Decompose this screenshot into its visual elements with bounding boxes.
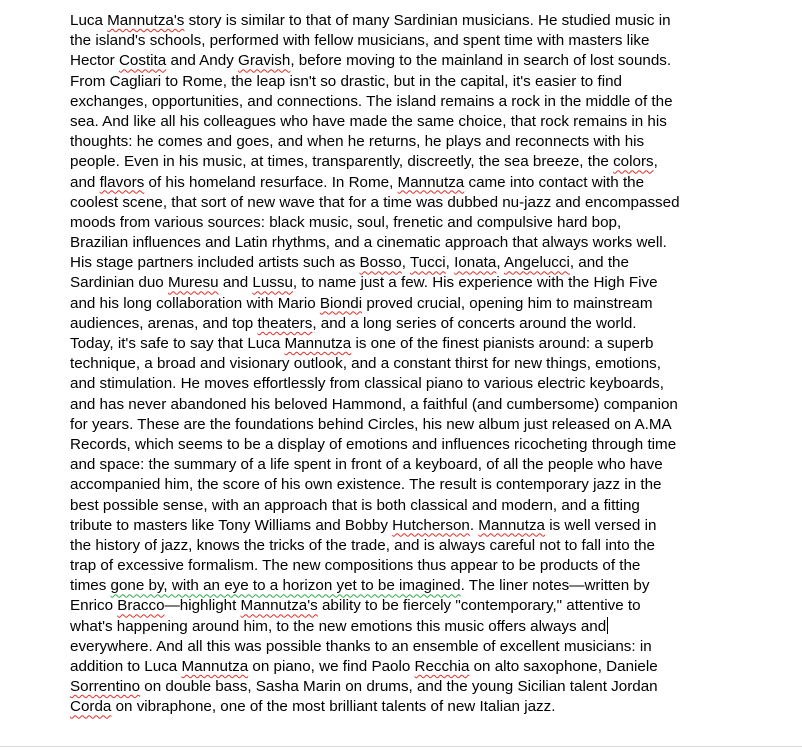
- text-run: times: [70, 577, 111, 595]
- misspelled-word: Mannutza: [478, 516, 545, 534]
- text-run: and his long collaboration with Mario: [70, 294, 320, 312]
- text-run: Sardinian duo: [70, 274, 168, 292]
- misspelled-word: Angelucci: [503, 254, 570, 272]
- text-run: and Andy: [166, 52, 239, 70]
- document-body[interactable]: [70, 11, 750, 718]
- misspelled-word: Gravish: [238, 52, 291, 70]
- text-line[interactable]: [70, 395, 750, 415]
- text-line[interactable]: [70, 92, 750, 112]
- text-line[interactable]: [70, 637, 750, 657]
- text-line[interactable]: [70, 576, 750, 596]
- text-line[interactable]: [70, 31, 750, 51]
- text-run: Records, which seems to be a display of emotions and influences ricocheting through time: [70, 435, 677, 453]
- text-line[interactable]: [70, 556, 750, 576]
- text-line[interactable]: [70, 677, 750, 697]
- text-run: addition to Luca: [70, 658, 182, 675]
- misspelled-word: Lussu: [252, 274, 293, 292]
- text-run: Enrico: [70, 597, 118, 615]
- text-run: ability to be fiercely "contemporary," attentive to: [317, 597, 641, 615]
- text-line[interactable]: [70, 334, 750, 354]
- text-run: . The liner notes—written by: [460, 577, 650, 595]
- text-run: His stage partners included artists such as: [70, 254, 360, 272]
- misspelled-word: Ionata: [454, 254, 497, 272]
- misspelled-word: Mannutza: [397, 173, 465, 191]
- text-line[interactable]: [70, 193, 750, 213]
- misspelled-word: Bosso: [359, 254, 402, 272]
- misspelled-word: Corda: [70, 698, 112, 716]
- text-run: Luca: [70, 12, 108, 29]
- misspelled-word: Recchia: [414, 658, 470, 675]
- text-run: for years. These are the foundations behind Circles, his new album just released on A.MA: [70, 415, 672, 433]
- text-run: trap of excessive formalism. The new compositions thus appear to be products of the: [70, 557, 641, 575]
- text-run: tribute to masters like Tony Williams and Bobby: [70, 516, 393, 534]
- text-run: and has never abandoned his beloved Hammond, a faithful (and cumbersome) companion: [70, 395, 678, 413]
- text-run: , to name just a few. His experience with the High Five: [292, 274, 658, 292]
- text-line[interactable]: [70, 233, 750, 253]
- text-run: coolest scene, that sort of new wave that for a time was dubbed nu-jazz and encompassed: [70, 193, 680, 211]
- text-run: on alto saxophone, Daniele: [469, 658, 658, 675]
- text-run: sea. And like all his colleagues who have made the same choice, that rock remains in his: [70, 112, 667, 130]
- text-line[interactable]: [70, 415, 750, 435]
- text-run: Today, it's safe to say that Luca: [70, 335, 285, 352]
- text-line[interactable]: [70, 475, 750, 495]
- text-line[interactable]: [70, 273, 750, 293]
- text-run: proved crucial, opening him to mainstream: [362, 294, 653, 312]
- text-run: accompanied him, the score of his own existence. The result is contemporary jazz in the: [70, 476, 662, 494]
- text-run: is one of the finest pianists around: a superb: [351, 335, 654, 352]
- text-cursor: [607, 617, 608, 634]
- misspelled-word: colors: [613, 153, 654, 171]
- text-run: technique, a broad and visionary outlook, and a constant thirst for new things, emotions,: [70, 355, 661, 373]
- text-line[interactable]: [70, 516, 750, 536]
- text-run: exchanges, opportunities, and connections. The island remains a rock in the middle of the: [70, 92, 673, 110]
- text-run: ,: [445, 254, 455, 272]
- text-run: , before moving to the mainland in search of lost sounds.: [290, 52, 672, 70]
- text-line[interactable]: [70, 51, 750, 71]
- text-run: —highlight: [164, 597, 241, 615]
- text-run: of his homeland resurface. In Rome,: [144, 173, 398, 191]
- text-run: on double bass, Sasha Marin on drums, and the young Sicilian talent Jordan: [140, 678, 658, 696]
- grammar-flagged-phrase: gone by, with an eye to a horizon yet to be imagined: [110, 577, 461, 595]
- text-line[interactable]: [70, 294, 750, 314]
- text-run: , and the: [569, 254, 629, 272]
- text-line[interactable]: [70, 314, 750, 334]
- misspelled-word: Mannutza: [181, 658, 249, 675]
- misspelled-word: flavors: [99, 173, 145, 191]
- text-run: Brazilian influences and Latin rhythms, and a cinematic approach that always works well.: [70, 234, 667, 252]
- misspelled-word: Muresu: [167, 274, 219, 292]
- text-run: story is similar to that of many Sardinian musicians. He studied music in: [184, 12, 671, 29]
- text-run: on vibraphone, one of the most brilliant talents of new Italian jazz.: [111, 698, 556, 716]
- text-run: the island's schools, performed with fellow musicians, and spent time with masters like: [70, 32, 650, 50]
- text-run: ,: [496, 254, 504, 272]
- text-run: , and a long series of concerts around the world.: [312, 314, 637, 332]
- text-line[interactable]: [70, 617, 750, 637]
- text-line[interactable]: [70, 112, 750, 132]
- text-run: is well versed in: [545, 516, 657, 534]
- text-line[interactable]: [70, 455, 750, 475]
- text-line[interactable]: [70, 213, 750, 233]
- misspelled-word: Mannutza's: [240, 597, 318, 615]
- misspelled-word: Biondi: [319, 294, 363, 312]
- text-run: ,: [401, 254, 410, 272]
- misspelled-word: Mannutza: [284, 335, 352, 352]
- text-line[interactable]: [70, 374, 750, 394]
- misspelled-word: Costita: [118, 52, 167, 70]
- text-run: the history of jazz, knows the tricks of the trade, and is always careful not to fall into the: [70, 536, 656, 554]
- misspelled-word: Hutcherson: [392, 516, 470, 534]
- text-run: thoughts: he comes and goes, and when he returns, he plays and reconnects with his: [70, 133, 645, 151]
- text-line[interactable]: [70, 657, 750, 677]
- misspelled-word: Tucci: [409, 254, 446, 272]
- text-run: and stimulation. He moves effortlessly from classical piano to various electric keyboards,: [70, 375, 664, 393]
- text-run: ,: [653, 153, 658, 171]
- text-run: best possible sense, with an approach that is both classical and modern, and a fitting: [70, 496, 640, 514]
- text-run: what's happening around him, to the new emotions this music offers always and: [70, 617, 607, 635]
- misspelled-word: theaters: [257, 314, 313, 332]
- text-line[interactable]: [70, 72, 750, 92]
- text-run: moods from various sources: black music, soul, frenetic and compulsive hard bop,: [70, 213, 622, 231]
- text-line[interactable]: [70, 536, 750, 556]
- text-run: on piano, we find Paolo: [248, 658, 415, 675]
- text-line[interactable]: [70, 496, 750, 516]
- misspelled-word: Sorrentino: [70, 678, 141, 696]
- text-run: came into contact with the: [464, 173, 645, 191]
- text-line[interactable]: [70, 152, 750, 172]
- text-line[interactable]: [70, 132, 750, 152]
- text-run: and: [70, 173, 100, 191]
- text-line[interactable]: [70, 11, 750, 31]
- page-bottom-divider: [0, 746, 802, 747]
- text-line[interactable]: [70, 173, 750, 193]
- misspelled-word: Bracco: [117, 597, 165, 615]
- text-line[interactable]: [70, 253, 750, 273]
- misspelled-word: Mannutza's: [107, 12, 185, 29]
- text-run: audiences, arenas, and top: [70, 314, 258, 332]
- text-line[interactable]: [70, 435, 750, 455]
- text-run: Hector: [70, 52, 119, 70]
- text-line[interactable]: [70, 596, 750, 616]
- text-line[interactable]: [70, 354, 750, 374]
- text-run: From Cagliari to Rome, the leap isn't so drastic, but in the capital, it's easier to find: [70, 72, 622, 90]
- text-run: and: [218, 274, 253, 292]
- text-line[interactable]: [70, 697, 750, 717]
- text-run: everywhere. And all this was possible thanks to an ensemble of excellent musicians: in: [70, 637, 652, 655]
- text-run: people. Even in his music, at times, transparently, discreetly, the sea breeze, the: [70, 153, 614, 171]
- text-run: and space: the summary of a life spent in front of a keyboard, of all the people who have: [70, 456, 663, 474]
- text-run: .: [469, 516, 479, 534]
